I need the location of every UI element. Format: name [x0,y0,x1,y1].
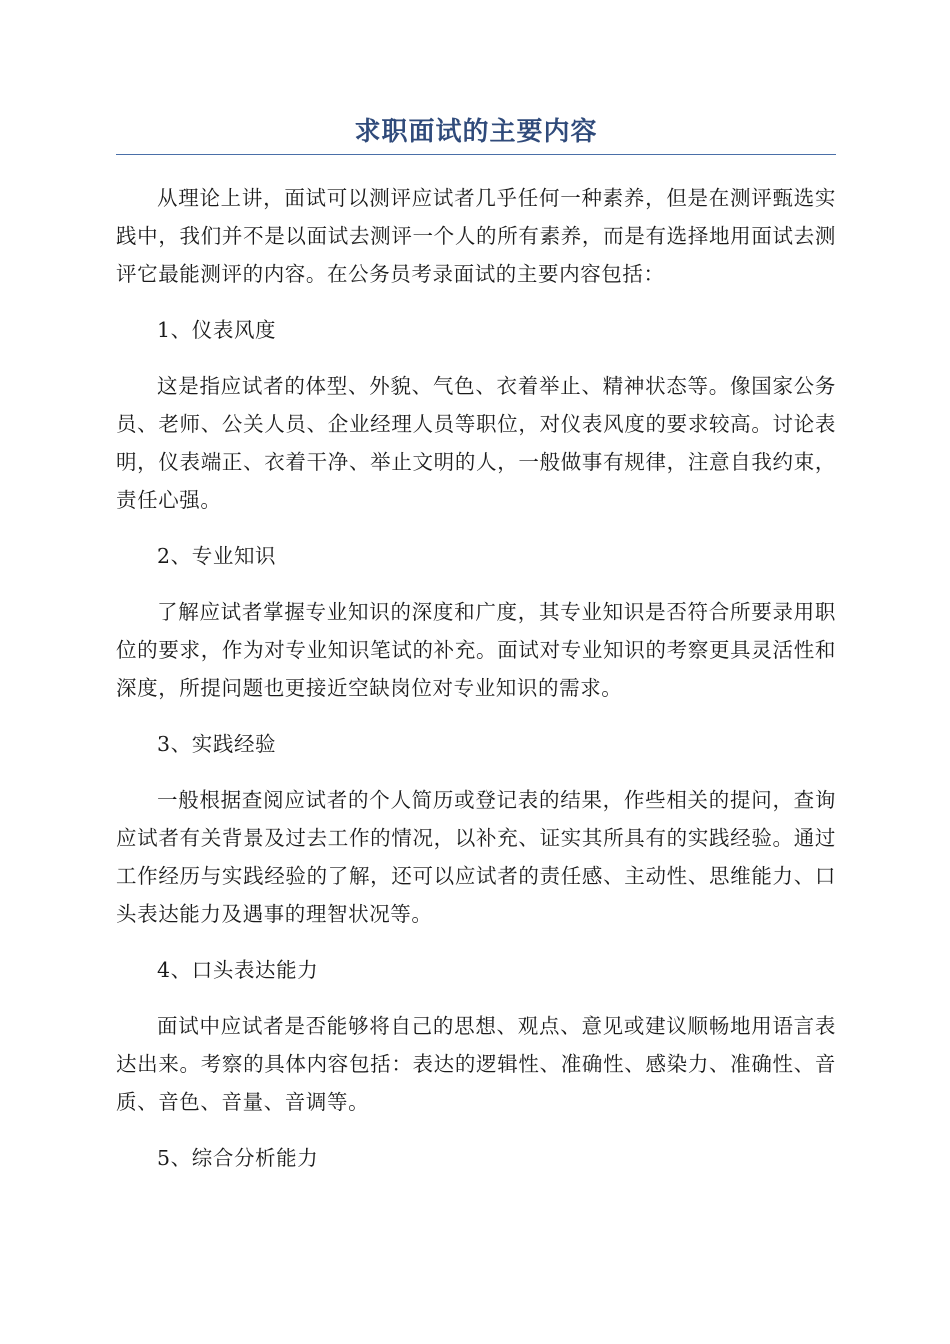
page-title: 求职面试的主要内容 [354,117,598,147]
section-body-practical-experience: 一般根据查阅应试者的个人简历或登记表的结果，作些相关的提问，查询应试者有关背景及过去工作的情况，以补充、证实其所具有的实践经验。通过工作经历与实践经验的了解，还可以应试者的责任感、主动性、思维能力、口头表达能力及遇事的理智状况等。 [116,788,836,926]
section-heading-oral-expression: 4、口头表达能力 [157,958,319,982]
title-divider [116,154,836,155]
intro-paragraph: 从理论上讲，面试可以测评应试者几乎任何一种素养，但是在测评甄选实践中，我们并不是以面试去测评一个人的所有素养，而是有选择地用面试去测评它最能测评的内容。在公务员考录面试的主要内容包括： [116,186,836,286]
section-heading-professional-knowledge: 2、专业知识 [157,544,277,568]
section-heading-practical-experience: 3、实践经验 [157,732,277,756]
section-body-appearance: 这是指应试者的体型、外貌、气色、衣着举止、精神状态等。像国家公务员、老师、公关人员、企业经理人员等职位，对仪表风度的要求较高。讨论表明，仪表端正、衣着干净、举止文明的人，一般做事有规律，注意自我约束，责任心强。 [116,374,836,512]
section-heading-appearance: 1、仪表风度 [157,318,277,342]
section-body-oral-expression: 面试中应试者是否能够将自己的思想、观点、意见或建议顺畅地用语言表达出来。考察的具体内容包括：表达的逻辑性、准确性、感染力、准确性、音质、音色、音量、音调等。 [116,1014,836,1114]
section-heading-analysis-ability: 5、综合分析能力 [157,1146,319,1170]
section-body-professional-knowledge: 了解应试者掌握专业知识的深度和广度，其专业知识是否符合所要录用职位的要求，作为对专业知识笔试的补充。面试对专业知识的考察更具灵活性和深度，所提问题也更接近空缺岗位对专业知识的需求。 [116,600,836,700]
document-page [116,112,836,1195]
